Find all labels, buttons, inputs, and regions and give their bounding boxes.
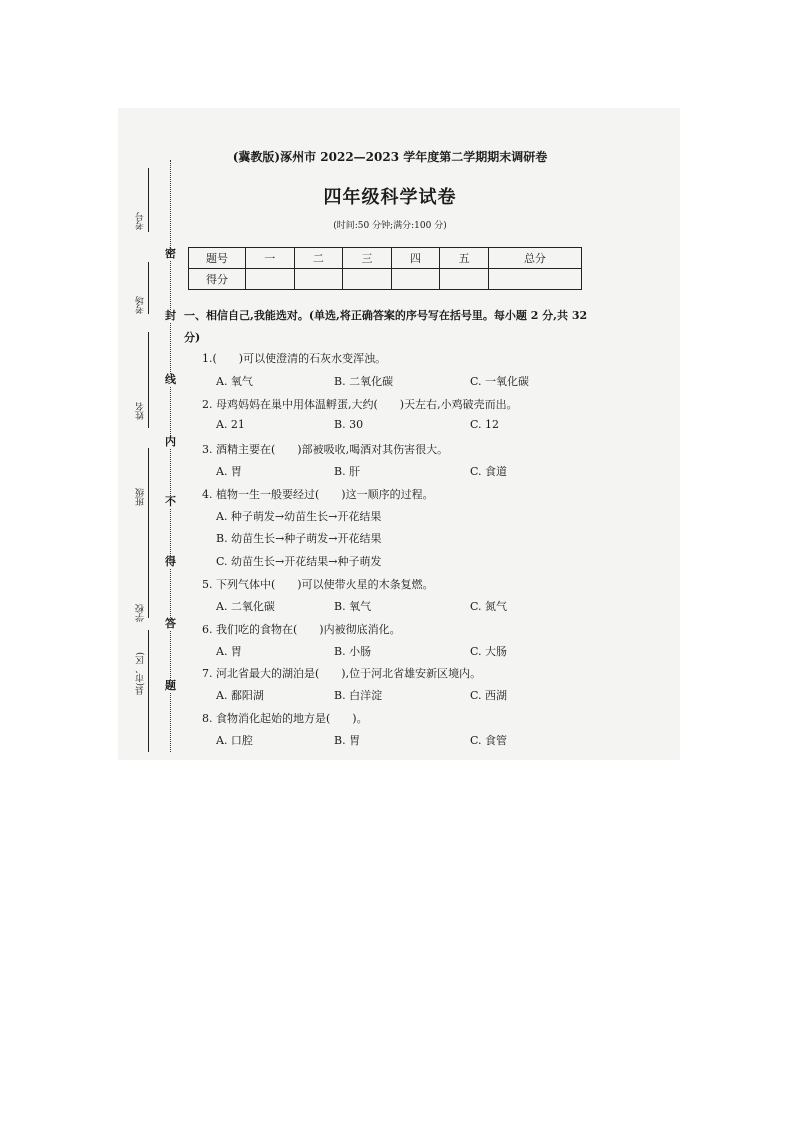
option: A. 鄱阳湖	[216, 689, 264, 702]
school-label: 学校	[136, 604, 146, 622]
class-line	[148, 448, 149, 532]
seal-char: 线	[165, 373, 176, 386]
table-cell: 四	[391, 248, 440, 269]
name-line	[148, 332, 149, 428]
option: A. 21	[216, 418, 245, 431]
score-table	[188, 247, 582, 290]
exam-number-label: 考号	[136, 212, 146, 230]
seal-char: 封	[165, 309, 176, 322]
exam-header: (冀教版)涿州市 2022—2023 学年度第二学期期末调研卷	[232, 150, 548, 164]
option: B. 小肠	[334, 645, 372, 658]
table-cell: 题号	[189, 248, 246, 269]
score-input-cell[interactable]	[246, 269, 295, 290]
question-stem: 5. 下列气体中( )可以使带火星的木条复燃。	[202, 578, 434, 591]
option: A. 口腔	[216, 734, 253, 747]
exam-room-label: 考场	[136, 296, 146, 314]
section-heading: 一、相信自己,我能选对。(单选,将正确答案的序号写在括号里。每小题 2 分,共 32 分)	[184, 309, 588, 344]
seal-char: 题	[165, 679, 176, 692]
question-stem: 7. 河北省最大的湖泊是( ),位于河北省雄安新区境内。	[202, 667, 482, 680]
question-stem: 4. 植物一生一般要经过( )这一顺序的过程。	[202, 488, 434, 501]
table-cell: 三	[343, 248, 392, 269]
seal-char: 密	[165, 247, 176, 260]
exam-room-line	[148, 262, 149, 314]
score-input-cell[interactable]	[391, 269, 440, 290]
score-input-cell[interactable]	[440, 269, 489, 290]
option: C. 食道	[470, 465, 508, 478]
option: B. 二氧化碳	[334, 375, 394, 388]
option: B. 胃	[334, 734, 361, 747]
score-input-cell[interactable]	[294, 269, 343, 290]
question-stem: 3. 酒精主要在( )部被吸收,喝酒对其伤害很大。	[202, 443, 449, 456]
option: A. 氧气	[216, 375, 253, 388]
table-cell: 得分	[189, 269, 246, 290]
table-cell: 二	[294, 248, 343, 269]
county-label: 县(市、区)	[136, 652, 146, 696]
table-cell: 一	[246, 248, 295, 269]
seal-char: 答	[165, 617, 176, 630]
score-table-header-row	[189, 248, 582, 269]
page-title: 四年级科学试卷	[323, 187, 457, 208]
class-label: 班级	[136, 488, 146, 506]
option: B. 30	[334, 418, 364, 431]
option: C. 一氧化碳	[470, 375, 530, 388]
score-input-cell[interactable]	[343, 269, 392, 290]
option: C. 幼苗生长→开花结果→种子萌发	[216, 555, 382, 568]
score-input-cell[interactable]	[488, 269, 581, 290]
option: A. 胃	[216, 465, 242, 478]
question-stem: 2. 母鸡妈妈在巢中用体温孵蛋,大约( )天左右,小鸡破壳而出。	[202, 398, 518, 411]
time-note: (时间:50 分钟;满分:100 分)	[333, 221, 447, 231]
exam-number-line	[148, 168, 149, 232]
option: B. 肝	[334, 465, 361, 478]
table-cell: 总分	[488, 248, 581, 269]
seal-char: 不	[165, 495, 176, 508]
option: B. 氧气	[334, 600, 372, 613]
option: C. 12	[470, 418, 500, 431]
option: A. 胃	[216, 645, 242, 658]
option: A. 种子萌发→幼苗生长→开花结果	[216, 510, 382, 523]
question-stem: 1.( )可以使澄清的石灰水变浑浊。	[202, 352, 387, 365]
question-stem: 6. 我们吃的食物在( )内被彻底消化。	[202, 623, 401, 636]
option: C. 氮气	[470, 600, 508, 613]
seal-char: 得	[165, 555, 176, 568]
school-line	[148, 530, 149, 618]
seal-char: 内	[165, 435, 176, 448]
option: C. 食管	[470, 734, 508, 747]
name-label: 姓名	[136, 402, 146, 420]
option: C. 西湖	[470, 689, 508, 702]
option: B. 幼苗生长→种子萌发→开花结果	[216, 532, 382, 545]
score-table-score-row	[189, 269, 582, 290]
county-line	[148, 630, 149, 752]
question-stem: 8. 食物消化起始的地方是( )。	[202, 712, 368, 725]
option: C. 大肠	[470, 645, 508, 658]
option: A. 二氧化碳	[216, 600, 275, 613]
table-cell: 五	[440, 248, 489, 269]
option: B. 白洋淀	[334, 689, 383, 702]
